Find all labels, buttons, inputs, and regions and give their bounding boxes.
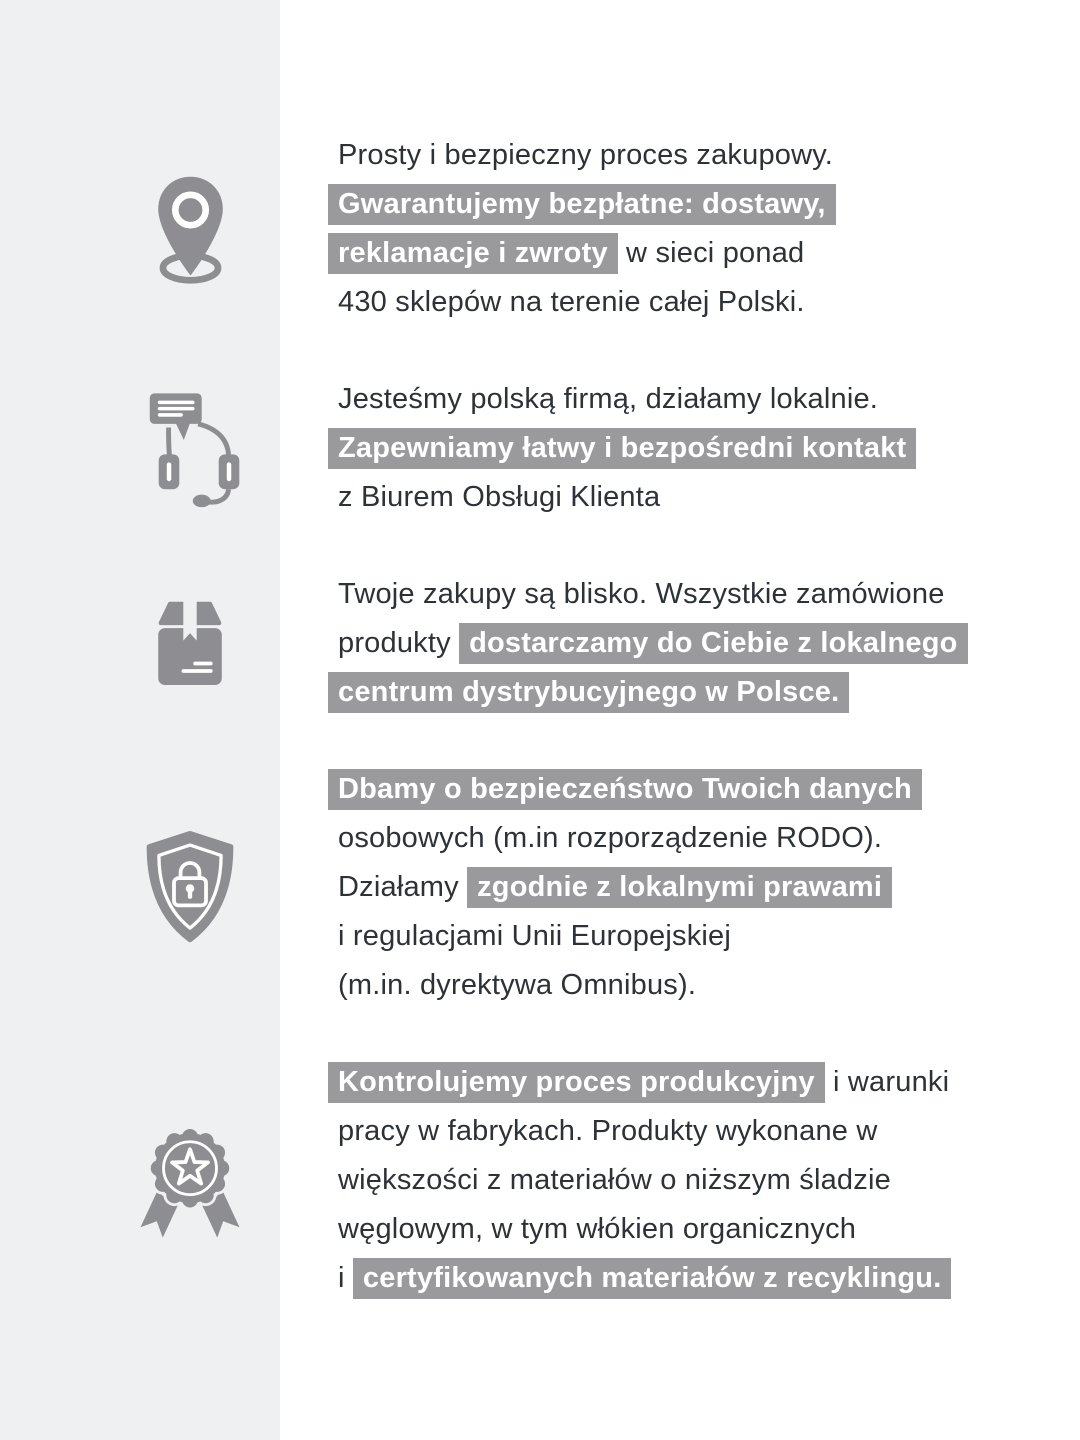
highlighted-text: dostarczamy do Ciebie z lokalnego xyxy=(459,623,967,664)
text-line xyxy=(338,912,922,961)
plain-text: pracy w fabrykach. Produkty wykonane w xyxy=(338,1115,878,1147)
text-line xyxy=(338,1058,951,1107)
package-box-icon xyxy=(0,597,280,691)
text-line xyxy=(338,278,836,327)
plain-text: osobowych (m.in rozporządzenie RODO). xyxy=(338,822,883,854)
text-line xyxy=(338,180,836,229)
section-text xyxy=(280,570,968,717)
highlighted-text: zgodnie z lokalnymi prawami xyxy=(467,867,892,908)
text-line xyxy=(338,1156,951,1205)
plain-text: węglowym, w tym włókien organicznych xyxy=(338,1213,857,1245)
section-text xyxy=(280,375,916,522)
text-line xyxy=(338,1107,951,1156)
headset-chat-icon xyxy=(0,388,280,509)
text-line xyxy=(338,570,968,619)
plain-text: i warunki xyxy=(824,1066,950,1098)
plain-text: Prosty i bezpieczny proces zakupowy. xyxy=(338,139,834,171)
highlighted-text: Dbamy o bezpieczeństwo Twoich danych xyxy=(328,769,922,810)
highlighted-text: Kontrolujemy proces produkcyjny xyxy=(328,1062,825,1103)
text-line xyxy=(338,619,968,668)
plain-text: (m.in. dyrektywa Omnibus). xyxy=(338,969,697,1001)
highlighted-text: centrum dystrybucyjnego w Polsce. xyxy=(328,672,849,713)
award-badge-icon xyxy=(0,1119,280,1242)
plain-text: Twoje zakupy są blisko. Wszystkie zamówione xyxy=(338,578,945,610)
section-production-control xyxy=(0,1058,1080,1303)
section-local-distribution xyxy=(0,570,1080,717)
plain-text: 430 sklepów na terenie całej Polski. xyxy=(338,286,805,318)
text-line xyxy=(338,863,922,912)
text-line xyxy=(338,1254,951,1303)
text-line xyxy=(338,814,922,863)
plain-text: i regulacjami Unii Europejskiej xyxy=(338,920,732,952)
text-line xyxy=(338,765,922,814)
text-line xyxy=(338,473,916,522)
shield-lock-icon xyxy=(0,829,280,946)
plain-text: z Biurem Obsługi Klienta xyxy=(338,481,661,513)
section-text xyxy=(280,131,836,327)
plain-text: Działamy xyxy=(338,871,468,903)
plain-text: większości z materiałów o niższym śladzie xyxy=(338,1164,891,1196)
location-pin-icon xyxy=(0,171,280,287)
text-line xyxy=(338,961,922,1010)
highlighted-text: Zapewniamy łatwy i bezpośredni kontakt xyxy=(328,428,916,469)
text-line xyxy=(338,131,836,180)
text-line xyxy=(338,424,916,473)
plain-text: Jesteśmy polską firmą, działamy lokalnie. xyxy=(338,383,879,415)
section-store-network xyxy=(0,131,1080,327)
highlighted-text: reklamacje i zwroty xyxy=(328,233,618,274)
plain-text: w sieci ponad xyxy=(617,237,805,269)
section-text xyxy=(280,1058,951,1303)
section-data-protection xyxy=(0,765,1080,1010)
plain-text: i xyxy=(338,1262,353,1294)
plain-text: produkty xyxy=(338,627,460,659)
text-line xyxy=(338,375,916,424)
text-line xyxy=(338,1205,951,1254)
text-line xyxy=(338,229,836,278)
text-line xyxy=(338,668,968,717)
section-text xyxy=(280,765,922,1010)
highlighted-text: certyfikowanych materiałów z recyklingu. xyxy=(353,1258,952,1299)
section-customer-contact xyxy=(0,375,1080,522)
highlighted-text: Gwarantujemy bezpłatne: dostawy, xyxy=(328,184,836,225)
